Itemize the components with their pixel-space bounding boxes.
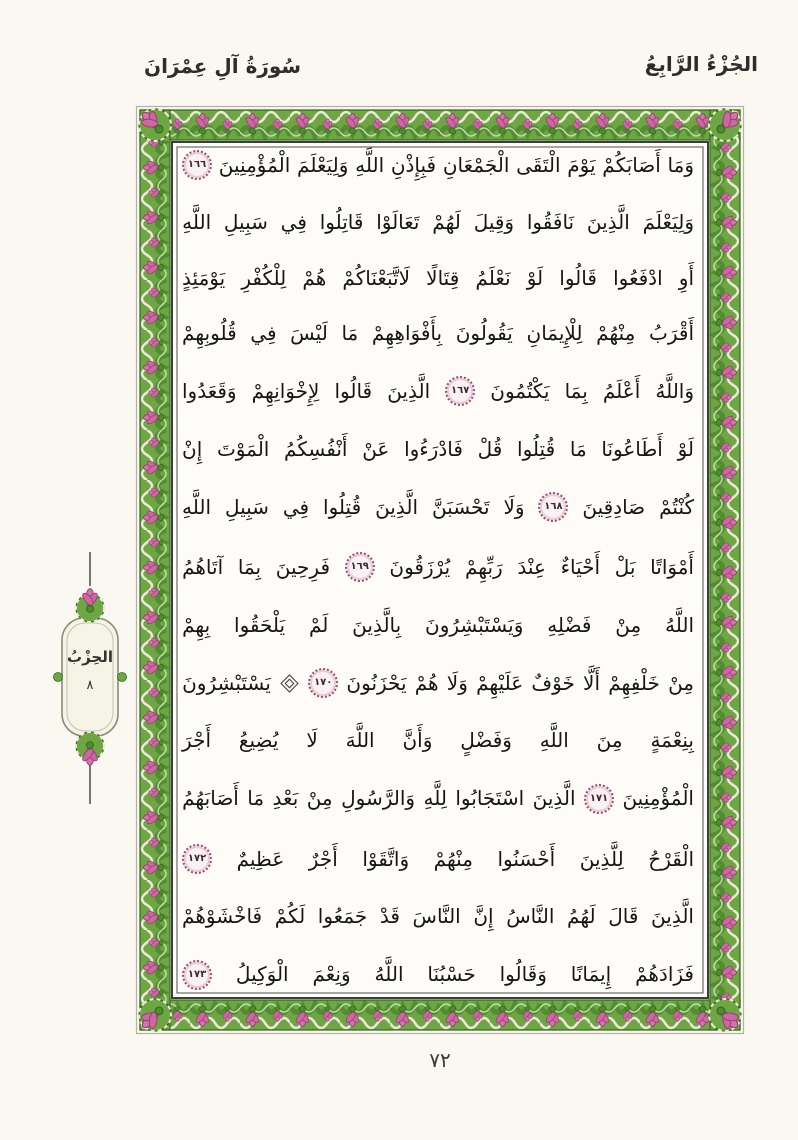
quran-word: عَلَيْهِمْ	[476, 670, 524, 695]
quran-word: يُضِيعُ	[238, 728, 279, 753]
quran-word: لَوْ	[677, 436, 694, 461]
quran-word: اللَّهُ	[665, 612, 694, 637]
quran-line	[182, 784, 694, 814]
quran-word: أَقْرَبُ	[649, 321, 694, 346]
quran-word: اللَّهِ	[539, 728, 569, 753]
quran-word: نَعْلَمُ	[475, 265, 511, 290]
quran-word: فَادْرَءُوا	[404, 436, 463, 461]
verse-number-medallion: ١٧٣	[182, 960, 212, 990]
quran-line	[182, 437, 694, 462]
quran-word: بِأَفْوَاهِهِمْ	[371, 321, 443, 346]
quran-word: الْمُؤْمِنِينَ	[218, 152, 291, 177]
quran-word: قَالَ	[608, 904, 639, 929]
quran-word: بِهِمْ	[182, 612, 211, 637]
quran-word: الْوَكِيلُ	[235, 962, 289, 987]
quran-word: أَطَاعُونَا	[601, 436, 663, 461]
quran-word: وَالرَّسُولِ	[341, 786, 416, 811]
quran-word: مِنْ	[306, 786, 333, 811]
quran-word: يَقُولُونَ	[455, 321, 513, 346]
quran-word: سَبِيلِ	[224, 494, 269, 519]
quran-word: وَلَا	[446, 670, 468, 695]
quran-word: أَنْفُسِكُمُ	[284, 436, 348, 461]
quran-word: بَعْدِ	[272, 786, 299, 811]
quran-word: الَّذِينَ	[532, 786, 576, 811]
quran-line	[182, 960, 694, 990]
quran-word: يَكْتُمُونَ	[490, 378, 550, 403]
quran-word: الَّذِينَ	[387, 378, 431, 403]
quran-line	[182, 376, 694, 406]
quran-word: اللَّهُ	[374, 962, 404, 987]
quran-word: قَالُوا	[334, 378, 373, 403]
quran-word: إِيمَانًا	[570, 962, 612, 987]
quran-word: مَا	[341, 321, 359, 346]
quran-word: سَبِيلِ	[223, 210, 268, 235]
quran-word: بِالَّذِينَ	[352, 612, 402, 637]
quran-word: إِنَّ	[473, 904, 494, 929]
hizb-number: ٨	[86, 678, 94, 693]
quran-word: اللَّهِ	[182, 210, 212, 235]
quran-line	[182, 844, 694, 874]
verse-number-medallion: ١٦٦	[182, 150, 212, 180]
hizb-label: الحِزْبُ	[67, 648, 113, 666]
quran-word: أَجْرَ	[182, 728, 212, 753]
quran-word: نَافَقُوا	[526, 210, 575, 235]
quran-word: بِمَا	[237, 554, 262, 579]
quran-word: بِمَا	[564, 378, 588, 403]
quran-word: يَوْمَئِذٍ	[182, 265, 226, 290]
quran-word: خَوْفٌ	[531, 670, 575, 695]
quran-word: لَوْ	[526, 265, 544, 290]
quran-word: مِنْهُمْ	[433, 846, 473, 871]
quran-word: وَلِيَعْلَمَ	[297, 152, 349, 177]
quran-word: مِنَ	[596, 728, 623, 753]
quran-word: أَوِ	[678, 265, 694, 290]
quran-word: خَلْفِهِمْ	[608, 670, 660, 695]
quran-line	[182, 728, 694, 753]
quran-word: أَحْيَاءٌ	[560, 554, 601, 579]
quran-word: ادْفَعُوا	[613, 265, 663, 290]
quran-word: لَهُمْ	[432, 210, 461, 235]
quran-word: وَيَسْتَبْشِرُونَ	[425, 612, 524, 637]
quran-word: اللَّهِ	[182, 494, 212, 519]
verse-number-medallion: ١٧١	[584, 784, 614, 814]
verse-number-medallion: ١٦٩	[345, 552, 375, 582]
surah-title: سُورَةُ آلِ عِمْرَانَ	[144, 54, 302, 78]
quran-line	[182, 904, 694, 929]
quran-word: رَبِّهِمْ	[464, 554, 503, 579]
quran-word: يَلْحَقُوا	[234, 612, 286, 637]
quran-word: حَسْبُنَا	[427, 962, 476, 987]
quran-word: الْجَمْعَانِ	[442, 152, 510, 177]
quran-word: مِنْهُمْ	[596, 321, 636, 346]
quran-word: آتَاهُمُ	[182, 554, 224, 579]
quran-word: وَنِعْمَ	[312, 962, 351, 987]
quran-word: أَصَابَكُمْ	[602, 152, 661, 177]
quran-line	[182, 150, 694, 180]
quran-word: النَّاسَ	[412, 904, 461, 929]
quran-word: كُنْتُمْ	[659, 494, 694, 519]
quran-line	[182, 266, 694, 291]
quran-word: قُتِلُوا	[323, 494, 362, 519]
page-number: ٧٢	[429, 1048, 451, 1072]
quran-line	[182, 668, 694, 698]
quran-word: بِنِعْمَةٍ	[650, 728, 694, 753]
quran-word: وَقِيلَ	[473, 210, 515, 235]
quran-text-panel	[182, 150, 694, 990]
quran-word: وَاللَّهُ	[655, 378, 694, 403]
quran-word: لَكُمْ	[274, 904, 306, 929]
rub-el-hizb-icon	[280, 674, 298, 692]
quran-word: وَفَضْلٍ	[460, 728, 512, 753]
verse-number-medallion: ١٧٢	[182, 844, 212, 874]
quran-line	[182, 492, 694, 522]
quran-line	[182, 321, 694, 346]
hizb-text	[34, 552, 146, 804]
quran-word: وَأَنَّ	[402, 728, 433, 753]
quran-word: يَحْزَنُونَ	[346, 670, 407, 695]
quran-word: لَاتَّبَعْنَاكُمْ	[342, 265, 411, 290]
quran-word: قُلْ	[477, 436, 503, 461]
quran-word: لَهُمُ	[567, 904, 596, 929]
quran-line	[182, 613, 694, 638]
juz-title: الجُزْءُ الرَّابِعُ	[644, 52, 758, 76]
quran-word: قَدْ	[379, 904, 400, 929]
quran-word: لِلْكُفْرِ	[241, 265, 287, 290]
quran-word: الَّذِينَ	[375, 494, 419, 519]
quran-word: قَالُوا	[559, 265, 597, 290]
quran-word: فَبِإِذْنِ	[390, 152, 437, 177]
quran-word: وَلِيَعْلَمَ	[642, 210, 694, 235]
quran-word: لَيْسَ	[290, 321, 328, 346]
quran-word: أَعْلَمُ	[602, 378, 641, 403]
quran-word: قِتَالًا	[426, 265, 460, 290]
quran-word: تَعَالَوْا	[376, 210, 420, 235]
quran-line	[182, 552, 694, 582]
verse-number-medallion: ١٧٠	[308, 668, 338, 698]
quran-word: أَلَّا	[583, 670, 601, 695]
quran-word: فِي	[280, 210, 307, 235]
quran-word: وَلَا	[503, 494, 525, 519]
quran-word: فِي	[282, 494, 310, 519]
hizb-marker-medallion	[34, 552, 146, 804]
quran-word: فِي	[250, 321, 277, 346]
quran-word: قُتِلُوا	[517, 436, 556, 461]
quran-word: وَمَا	[667, 152, 694, 177]
quran-word: مِنْ	[668, 670, 694, 695]
quran-word: أَصَابَهُمُ	[182, 786, 239, 811]
quran-word: الَّذِينَ	[651, 904, 694, 929]
verse-number-medallion: ١٦٨	[538, 492, 568, 522]
quran-word: إِنْ	[182, 436, 203, 461]
quran-word: جَمَعُوا	[317, 904, 368, 929]
quran-word: لَمْ	[308, 612, 329, 637]
quran-word: عَنْ	[362, 436, 390, 461]
quran-word: الْتَقَى	[516, 152, 561, 177]
verse-number-medallion: ١٦٧	[445, 376, 475, 406]
quran-word: النَّاسُ	[506, 904, 555, 929]
quran-word: الَّذِينَ	[586, 210, 630, 235]
quran-word: اسْتَجَابُوا	[455, 786, 525, 811]
quran-word: أَحْسَنُوا	[497, 846, 556, 871]
quran-word: فَاخْشَوْهُمْ	[182, 904, 263, 929]
quran-word: لِلَّهِ	[423, 786, 447, 811]
quran-word: عَظِيمٌ	[236, 846, 285, 871]
quran-word: الْمُؤْمِنِينَ	[622, 786, 694, 811]
quran-word: عِنْدَ	[517, 554, 546, 579]
quran-word: اللَّهَ	[345, 728, 375, 753]
quran-word: يَوْمَ	[567, 152, 596, 177]
quran-word: لِإِخْوَانِهِمْ	[251, 378, 320, 403]
quran-word: قُلُوبِهِمْ	[182, 321, 237, 346]
quran-word: مِنْ	[615, 612, 642, 637]
quran-word: فَزَادَهُمْ	[635, 962, 694, 987]
quran-word: يُرْزَقُونَ	[389, 554, 451, 579]
quran-word: لَا	[306, 728, 318, 753]
quran-word: وَاتَّقَوْا	[362, 846, 410, 871]
quran-word: لِلْإِيمَانِ	[526, 321, 583, 346]
quran-word: مَا	[569, 436, 587, 461]
quran-word: فَرِحِينَ	[275, 554, 330, 579]
quran-word: لِلَّذِينَ	[579, 846, 624, 871]
quran-word: اللَّهِ	[355, 152, 385, 177]
quran-word: أَجْرٌ	[308, 846, 338, 871]
quran-word: وَقَعَدُوا	[182, 378, 237, 403]
quran-word: الْمَوْتَ	[216, 436, 270, 461]
quran-word: هُمْ	[414, 670, 439, 695]
quran-word: تَحْسَبَنَّ	[431, 494, 490, 519]
quran-word: هُمْ	[302, 265, 327, 290]
quran-line	[182, 210, 694, 235]
quran-word: صَادِقِينَ	[582, 494, 646, 519]
quran-word: وَقَالُوا	[499, 962, 547, 987]
quran-word: بَلْ	[614, 554, 636, 579]
quran-word: مَا	[247, 786, 265, 811]
quran-word: أَمْوَاتًا	[650, 554, 694, 579]
quran-word: يَسْتَبْشِرُونَ	[182, 670, 271, 695]
quran-word: الْقَرْحُ	[648, 846, 694, 871]
quran-word: قَاتِلُوا	[319, 210, 364, 235]
quran-word: فَضْلِهِ	[547, 612, 592, 637]
